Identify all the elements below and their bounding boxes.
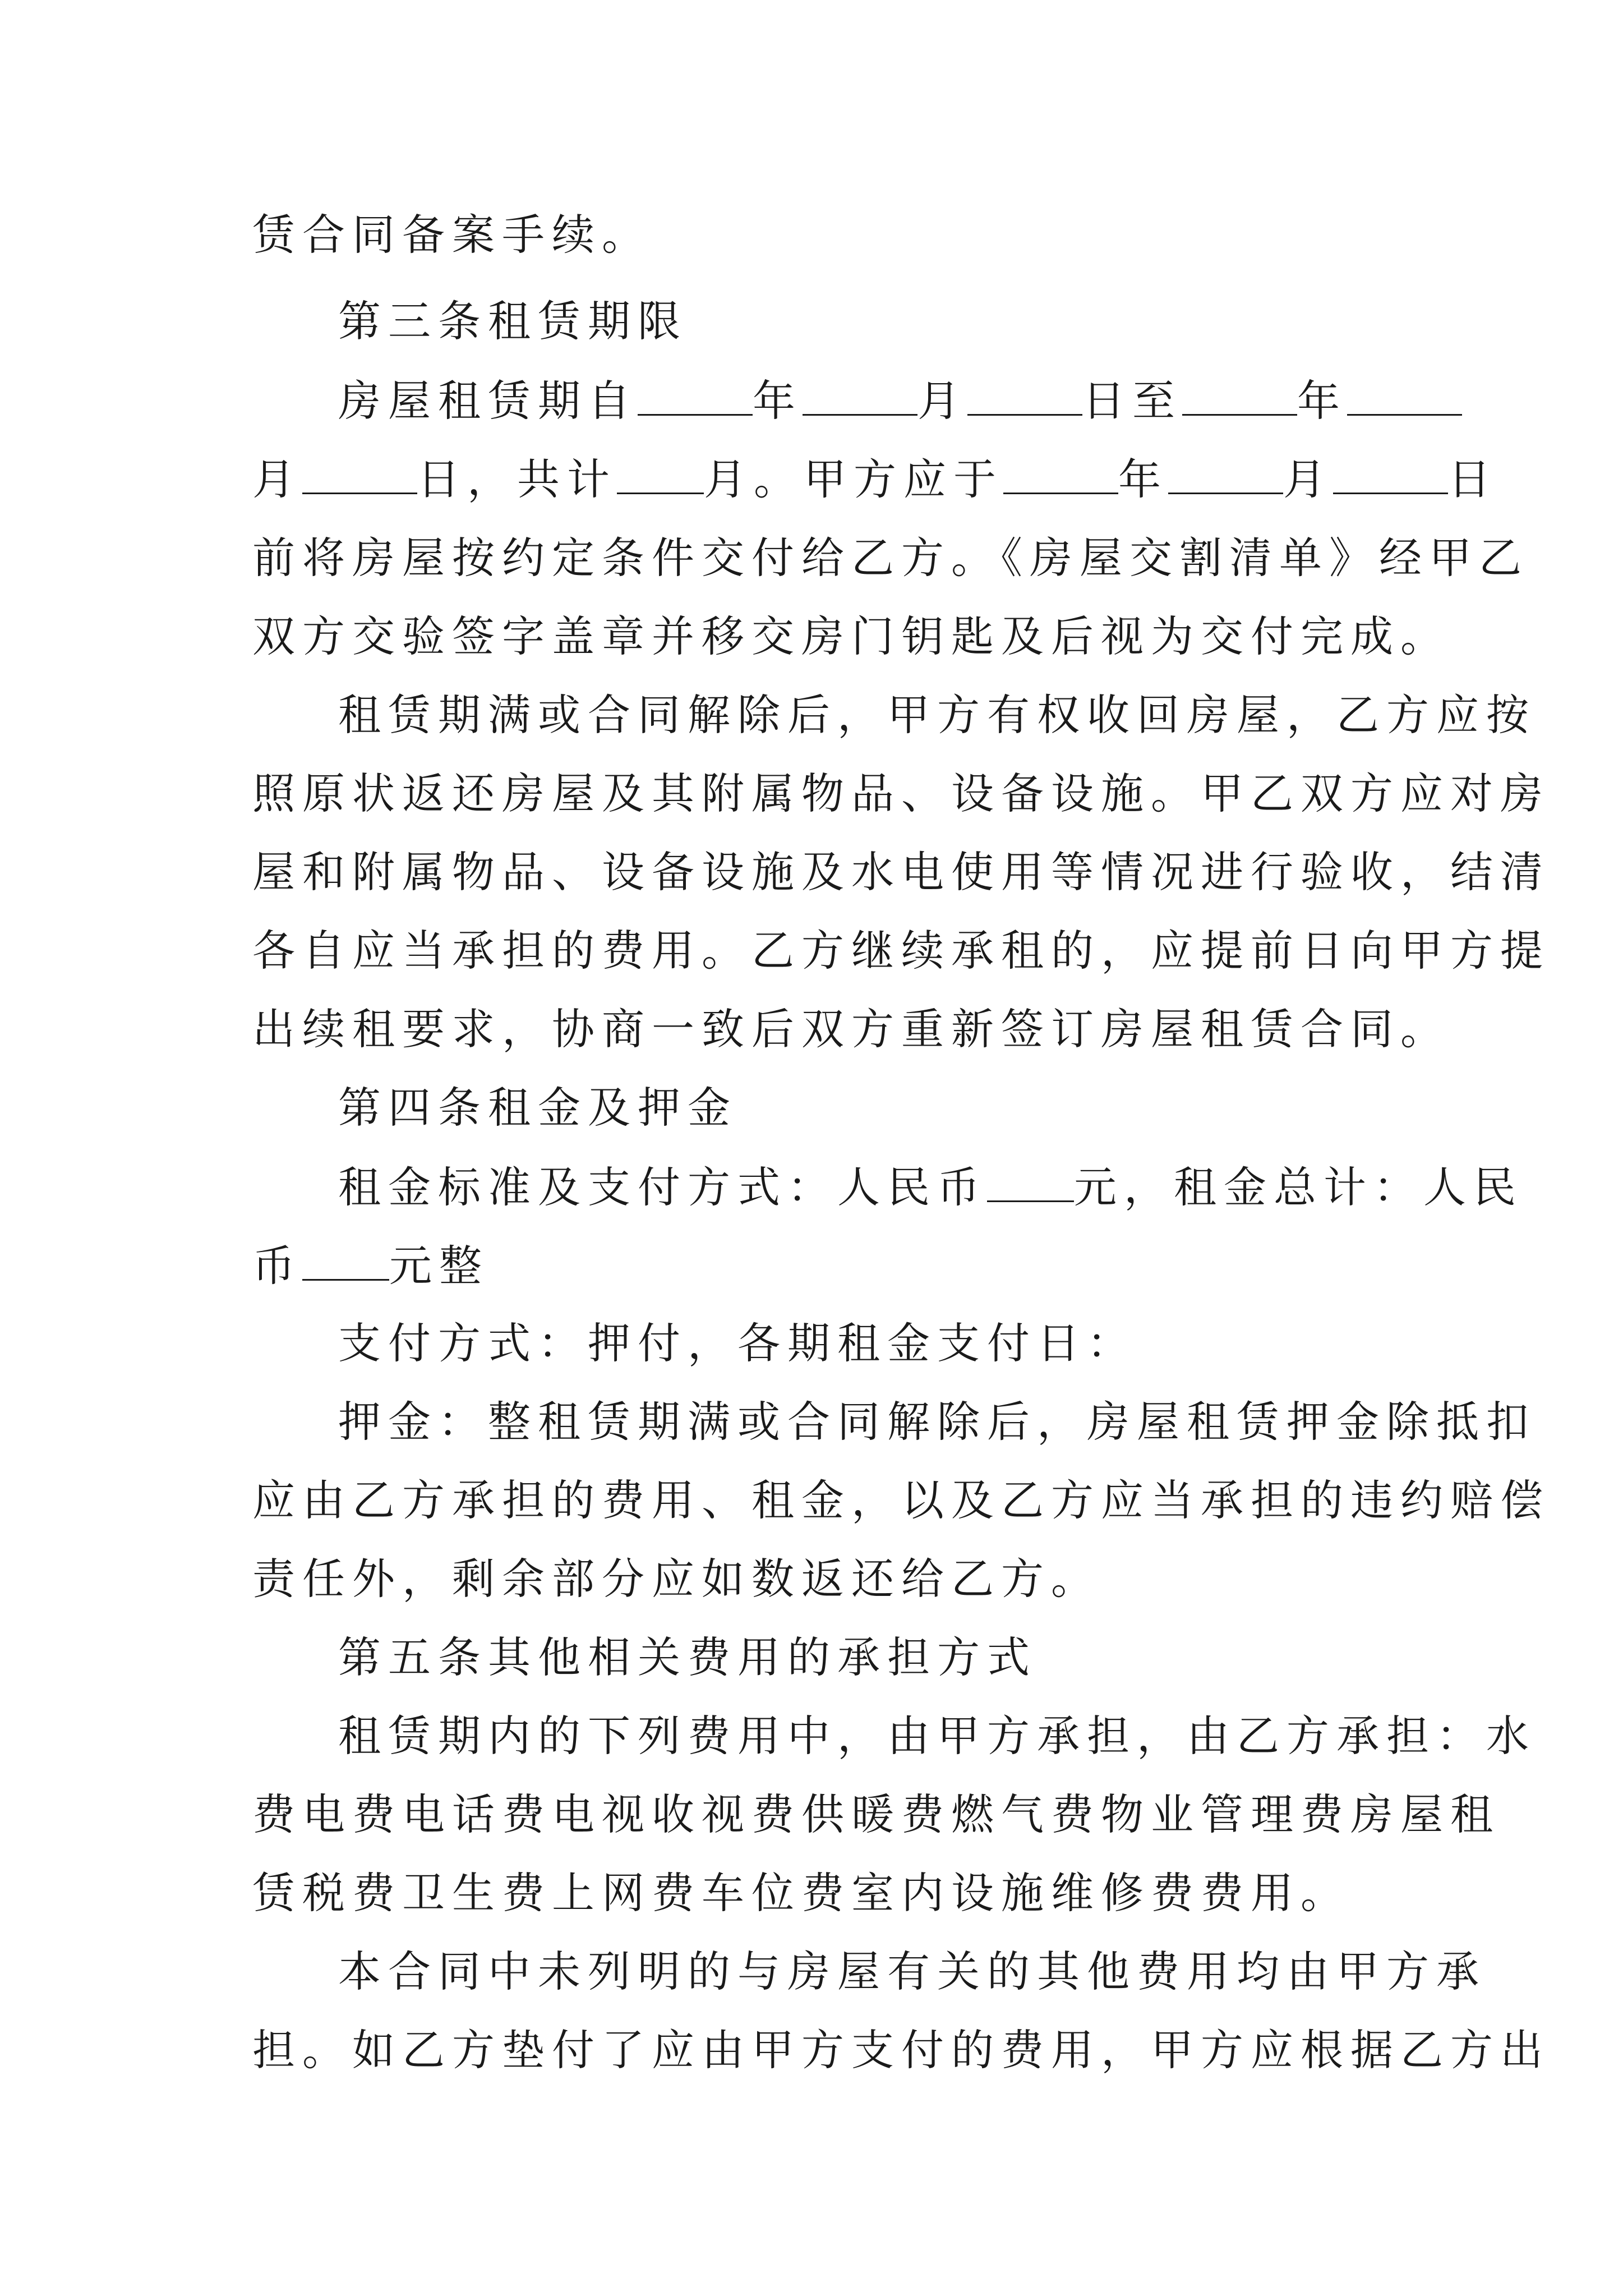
fill-in-blank — [302, 1240, 389, 1281]
fill-in-blank — [1333, 453, 1448, 494]
text-line: 责任外，剩余部分应如数返还给乙方。 — [252, 1554, 1101, 1604]
text-line: 支付方式：押付，各期租金支付日： — [338, 1318, 1137, 1368]
text-line — [252, 453, 1498, 504]
text-line: 租赁期内的下列费用中，由甲方承担，由乙方承担：水 — [338, 1711, 1536, 1761]
text-span: 币 — [252, 1241, 302, 1291]
text-span: 房屋租赁期自 — [338, 376, 638, 426]
text-span: 日至 — [1082, 376, 1182, 426]
fill-in-blank — [638, 375, 753, 416]
fill-in-blank — [1003, 453, 1118, 494]
text-line: 费电费电话费电视收视费供暖费燃气费物业管理费房屋租 — [252, 1789, 1500, 1839]
fill-in-blank — [967, 375, 1082, 416]
text-line: 赁税费卫生费上网费车位费室内设施维修费费用。 — [252, 1868, 1350, 1918]
text-line: 双方交验签字盖章并移交房门钥匙及后视为交付完成。 — [252, 611, 1450, 661]
fill-in-blank — [1182, 375, 1297, 416]
text-line: 担。如乙方垫付了应由甲方支付的费用，甲方应根据乙方出 — [252, 2025, 1550, 2075]
text-line: 赁合同备案手续。 — [252, 210, 652, 260]
text-line: 出续租要求，协商一致后双方重新签订房屋租赁合同。 — [252, 1004, 1450, 1054]
text-line: 本合同中未列明的与房屋有关的其他费用均由甲方承 — [338, 1947, 1486, 1996]
text-line — [338, 375, 1462, 425]
text-span: 日，共计 — [417, 454, 617, 504]
fill-in-blank — [1347, 375, 1462, 416]
text-span: 日 — [1448, 454, 1498, 504]
text-line: 照原状返还房屋及其附属物品、设备设施。甲乙双方应对房 — [252, 769, 1550, 818]
text-line — [338, 1161, 1523, 1212]
text-line: 租赁期满或合同解除后，甲方有权收回房屋，乙方应按 — [338, 690, 1536, 740]
text-line: 应由乙方承担的费用、租金，以及乙方应当承担的违约赔偿 — [252, 1475, 1550, 1525]
text-span: 年 — [753, 376, 803, 426]
fill-in-blank — [1168, 453, 1283, 494]
text-span: 元整 — [389, 1241, 489, 1291]
fill-in-blank — [302, 453, 417, 494]
text-line: 押金：整租赁期满或合同解除后，房屋租赁押金除抵扣 — [338, 1397, 1536, 1447]
text-span: 年 — [1118, 454, 1168, 504]
article-3-heading: 第三条租赁期限 — [338, 296, 688, 346]
article-5-heading: 第五条其他相关费用的承担方式 — [338, 1632, 1037, 1682]
fill-in-blank — [803, 375, 917, 416]
text-span: 月。甲方应于 — [704, 454, 1003, 504]
text-line: 前将房屋按约定条件交付给乙方。《房屋交割清单》经甲乙 — [252, 533, 1529, 583]
article-4-heading: 第四条租金及押金 — [338, 1083, 737, 1133]
fill-in-blank — [987, 1161, 1074, 1202]
text-span: 租金标准及支付方式：人民币 — [338, 1162, 987, 1212]
text-span: 月 — [252, 454, 302, 504]
text-span: 月 — [917, 376, 967, 426]
text-span: 元，租金总计：人民 — [1074, 1162, 1523, 1212]
text-span: 年 — [1297, 376, 1347, 426]
text-line: 屋和附属物品、设备设施及水电使用等情况进行验收，结清 — [252, 847, 1550, 897]
fill-in-blank — [617, 453, 704, 494]
text-line: 各自应当承担的费用。乙方继续承租的，应提前日向甲方提 — [252, 926, 1550, 976]
text-span: 月 — [1283, 454, 1333, 504]
text-line — [252, 1240, 489, 1290]
